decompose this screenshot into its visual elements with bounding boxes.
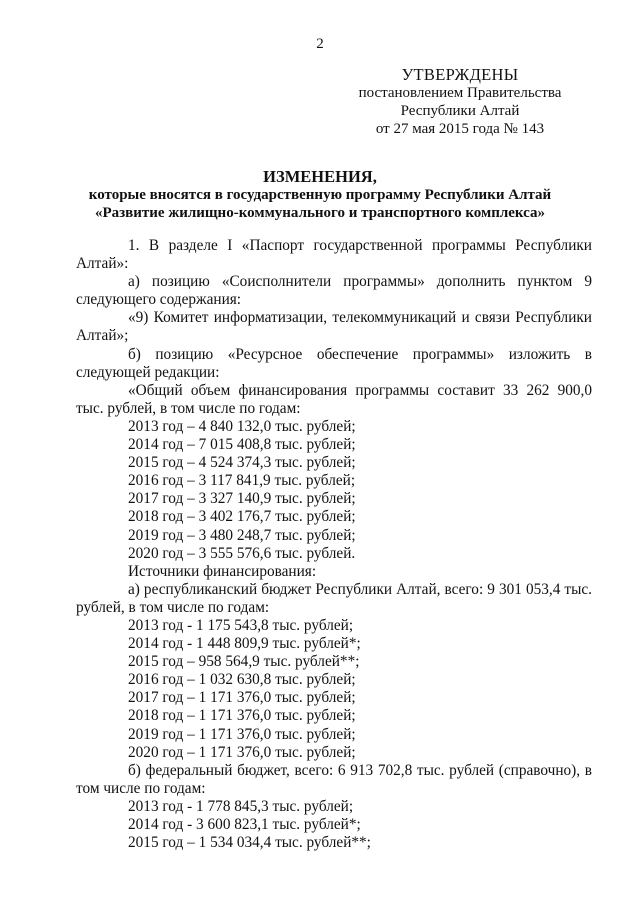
regional-year-item: 2020 год – 1 171 376,0 тыс. рублей; [128, 743, 356, 761]
total-year-item: 2020 год – 3 555 576,6 тыс. рублей. [128, 544, 356, 562]
sources-heading: Источники финансирования: [128, 562, 317, 580]
heading-line-3: «Развитие жилищно-коммунального и транспортного комплекса» [94, 205, 546, 221]
total-year-item: 2014 год – 7 015 408,8 тыс. рублей; [128, 436, 356, 454]
total-year-item: 2015 год – 4 524 374,3 тыс. рублей; [128, 454, 356, 472]
approval-block [350, 66, 570, 138]
total-year-item: 2018 год – 3 402 176,7 тыс. рублей; [128, 508, 356, 526]
page-number: 2 [316, 36, 324, 52]
document-heading [60, 168, 580, 222]
federal-year-item: 2013 год - 1 778 845,3 тыс. рублей; [128, 797, 354, 815]
heading-line-2: которые вносятся в государственную программу Республики Алтай [88, 187, 552, 203]
section-intro: 1. В разделе I «Паспорт государственной программы Республики Алтай»: [76, 237, 592, 273]
document-body [76, 237, 592, 852]
regional-year-item: 2017 год – 1 171 376,0 тыс. рублей; [128, 689, 356, 707]
regional-year-item: 2018 год – 1 171 376,0 тыс. рублей; [128, 707, 356, 725]
regional-years-list [76, 617, 592, 762]
regional-year-item: 2016 год – 1 032 630,8 тыс. рублей; [128, 671, 356, 689]
approval-line-3: от 27 мая 2015 года № 143 [375, 121, 545, 137]
item-a: а) позицию «Соисполнители программы» дополнить пунктом 9 следующего содержания: [76, 273, 592, 309]
federal-year-item: 2014 год - 3 600 823,1 тыс. рублей*; [128, 816, 361, 833]
total-year-item: 2016 год – 3 117 841,9 тыс. рублей; [128, 472, 356, 490]
regional-year-item: 2013 год - 1 175 543,8 тыс. рублей; [128, 616, 354, 634]
federal-year-item: 2015 год – 1 534 034,4 тыс. рублей**; [128, 834, 371, 852]
heading-line-1: ИЗМЕНЕНИЯ, [263, 167, 377, 186]
total-year-item: 2013 год – 4 840 132,0 тыс. рублей; [128, 417, 356, 435]
total-year-item: 2019 год – 3 480 248,7 тыс. рублей; [128, 526, 356, 544]
approval-line-1: постановлением Правительства [358, 85, 562, 101]
approval-title: УТВЕРЖДЕНЫ [401, 65, 519, 84]
federal-budget: б) федеральный бюджет, всего: 6 913 702,8 тыс. рублей (справочно), в том числе по годам: [76, 761, 592, 797]
total-year-item: 2017 год – 3 327 140,9 тыс. рублей; [128, 490, 356, 508]
regional-budget: а) республиканский бюджет Республики Алтай, всего: 9 301 053,4 тыс. рублей, в том числе по годам: [76, 580, 592, 616]
federal-years-list [76, 798, 592, 852]
regional-year-item: 2019 год – 1 171 376,0 тыс. рублей; [128, 725, 356, 743]
regional-year-item: 2014 год - 1 448 809,9 тыс. рублей*; [128, 635, 361, 653]
approval-line-2: Республики Алтай [400, 103, 520, 119]
total-years-list [76, 418, 592, 563]
item-a-text: «9) Комитет информатизации, телекоммуникаций и связи Республики Алтай»; [76, 309, 592, 345]
item-b: б) позицию «Ресурсное обеспечение программы» изложить в следующей редакции: [76, 345, 592, 381]
total-financing: «Общий объем финансирования программы составит 33 262 900,0 тыс. рублей, в том числе по годам: [76, 381, 592, 417]
regional-year-item: 2015 год – 958 564,9 тыс. рублей**; [128, 653, 360, 671]
